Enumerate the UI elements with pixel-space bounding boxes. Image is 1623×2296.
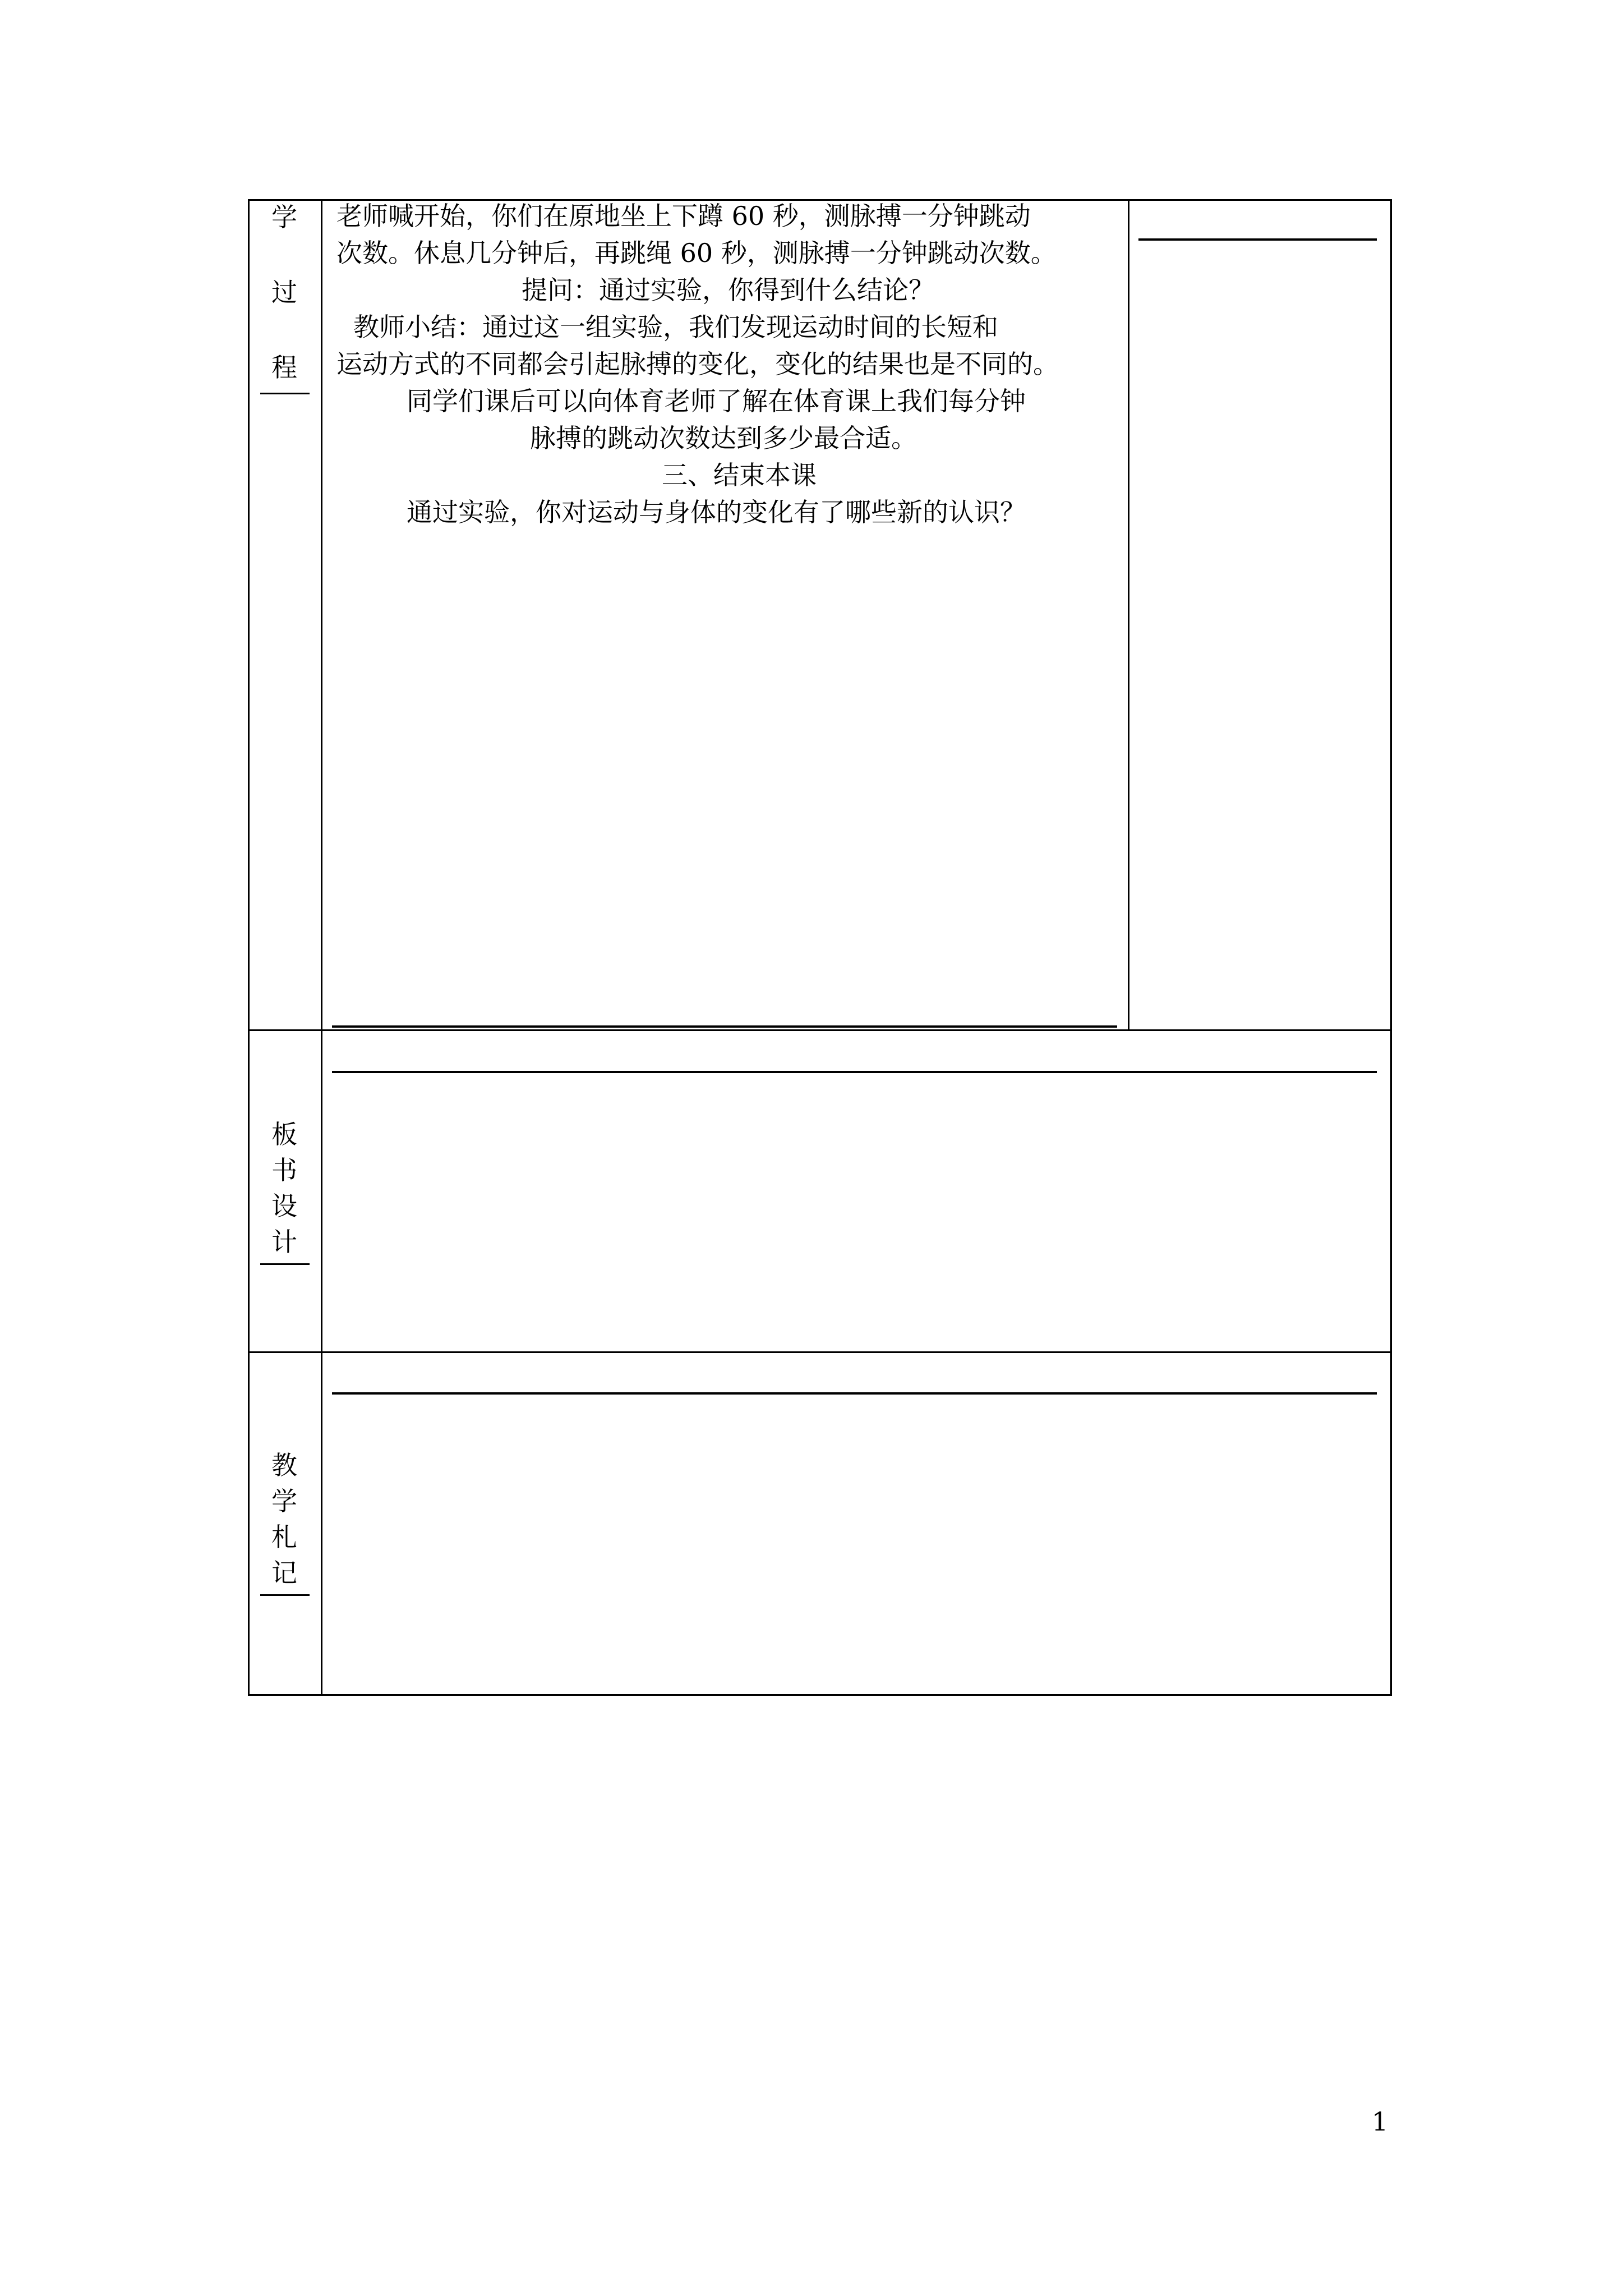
teaching-notes-label-char: 札 — [271, 1522, 297, 1552]
content-line: 同学们课后可以向体育老师了解在体育课上我们每分钟 — [407, 386, 1026, 416]
content-line: 次数。休息几分钟后，再跳绳 60 秒，测脉搏一分钟跳动次数。 — [336, 238, 1057, 268]
row-divider-1 — [248, 1029, 1392, 1031]
reflection-top-rule — [332, 1392, 1377, 1395]
content-line: 教师小结：通过这一组实验，我们发现运动时间的长短和 — [353, 312, 998, 342]
blackboard-design-label — [248, 1116, 321, 1260]
content-line: 脉搏的跳动次数达到多少最合适。 — [530, 423, 917, 453]
table-border-bottom — [248, 1694, 1392, 1696]
content-line: 通过实验，你对运动与身体的变化有了哪些新的认识？ — [407, 497, 1026, 527]
process-label-char: 学 — [271, 202, 297, 232]
table-border-right — [1390, 199, 1392, 1696]
content-line: 老师喊开始，你们在原地坐上下蹲 60 秒，测脉搏一分钟跳动 — [336, 201, 1031, 231]
process-label-underline — [260, 393, 310, 394]
blackboard-label-char: 板 — [271, 1119, 297, 1149]
section-heading: 三、结束本课 — [662, 460, 817, 490]
teaching-notes-label-char: 学 — [271, 1486, 297, 1516]
process-content — [336, 197, 1122, 531]
content-line: 提问：通过实验，你得到什么结论？ — [522, 275, 934, 305]
process-label — [248, 199, 321, 385]
blackboard-label-underline — [260, 1263, 310, 1265]
teaching-notes-label-underline — [260, 1594, 310, 1596]
row-divider-2 — [248, 1351, 1392, 1353]
teaching-notes-label-char: 记 — [271, 1558, 297, 1588]
label-column-divider — [321, 199, 322, 1696]
teaching-notes-label-char: 教 — [271, 1450, 297, 1480]
blackboard-label-char: 设 — [271, 1191, 297, 1221]
process-label-char: 过 — [271, 277, 297, 307]
blackboard-label-char: 计 — [271, 1227, 297, 1257]
blackboard-label-char: 书 — [271, 1155, 297, 1185]
content-bottom-rule — [332, 1025, 1117, 1028]
page-number: 1 — [1372, 2106, 1389, 2137]
content-line: 运动方式的不同都会引起脉搏的变化，变化的结果也是不同的。 — [336, 349, 1059, 379]
teaching-notes-label — [248, 1447, 321, 1591]
notes-column-divider — [1128, 199, 1129, 1030]
process-label-char: 程 — [271, 352, 297, 383]
notes-underline — [1138, 238, 1377, 241]
blackboard-top-rule — [332, 1071, 1377, 1073]
